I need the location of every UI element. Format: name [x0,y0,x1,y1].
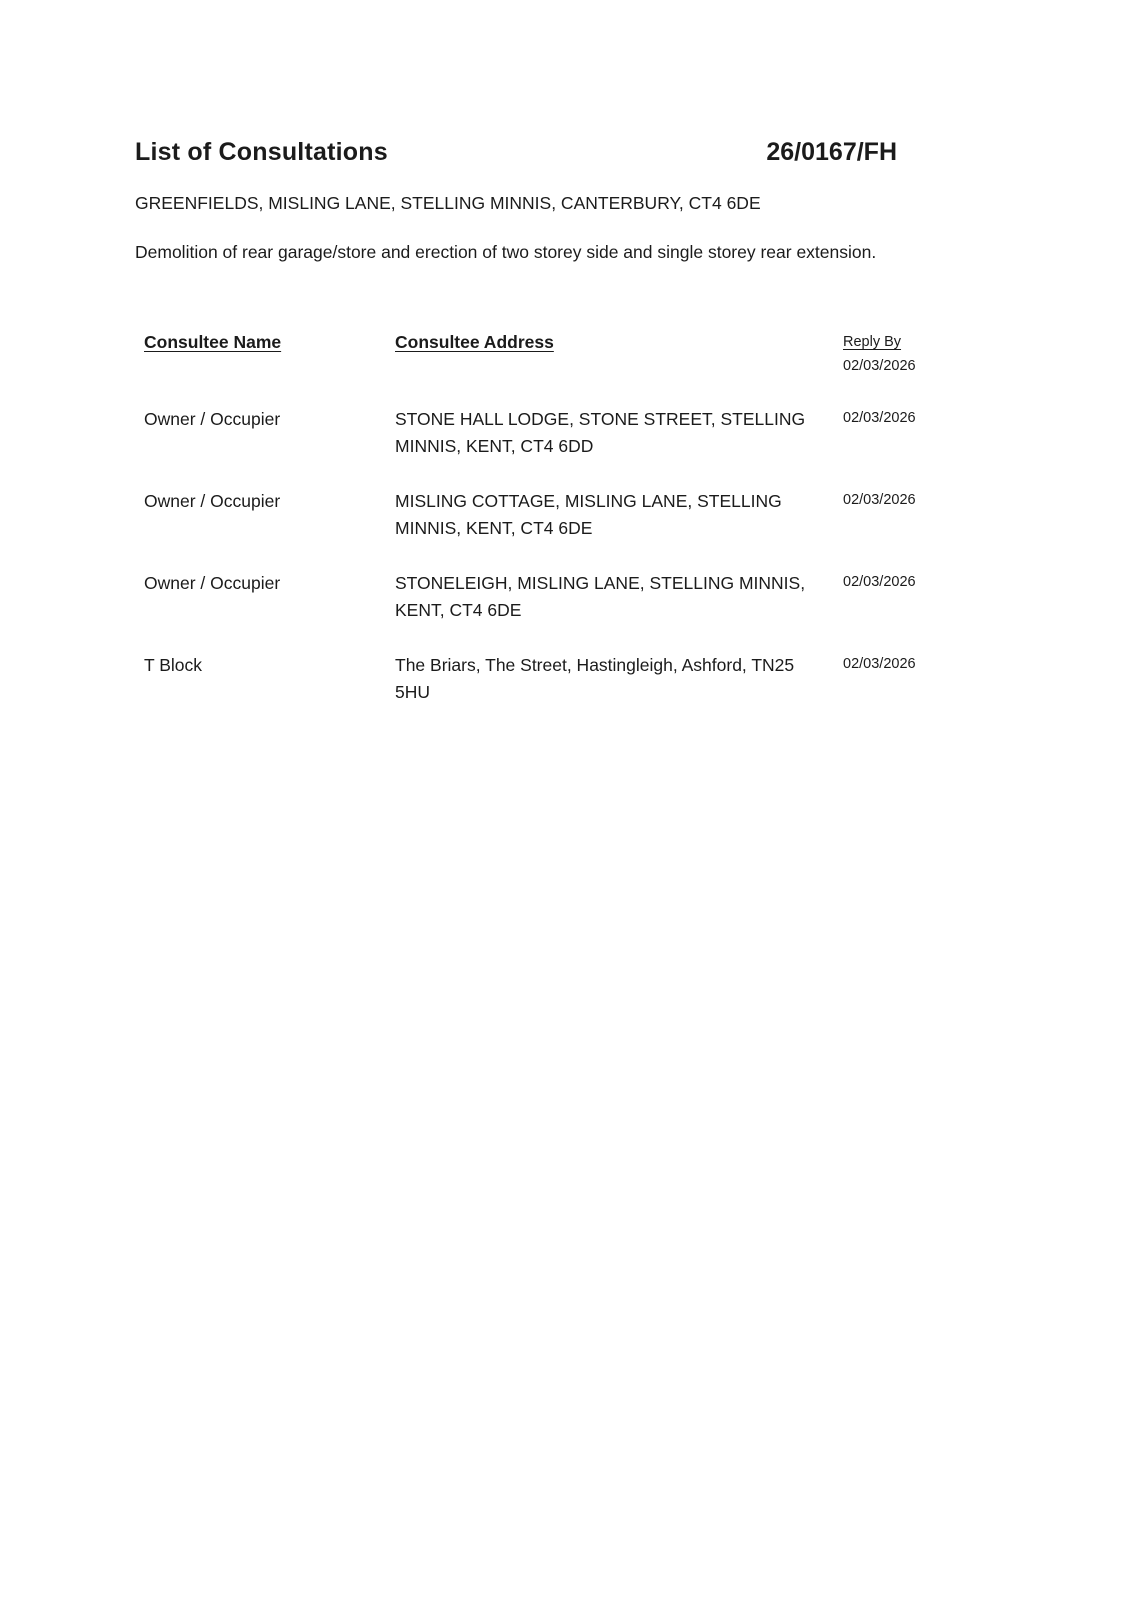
consultee-address: STONE HALL LODGE, STONE STREET, STELLING MINNIS, KENT, CT4 6DD [395,409,806,456]
document-header [135,138,897,167]
header-reply-by: Reply By [843,334,902,350]
header-reply-by-group [843,332,939,374]
table-row [144,570,939,624]
document-content [0,0,1132,706]
proposal-description: Demolition of rear garage/store and erection of two storey side and single storey rear extension. [135,241,877,262]
consultee-name: Owner / Occupier [144,491,281,511]
header-consultee-name: Consultee Name [144,332,282,352]
consultee-address: STONELEIGH, MISLING LANE, STELLING MINNIS, KENT, CT4 6DE [395,573,806,620]
header-reply-by-date: 02/03/2026 [843,358,916,374]
header-consultee-address: Consultee Address [395,332,554,352]
consultee-name: T Block [144,655,203,675]
site-address: GREENFIELDS, MISLING LANE, STELLING MINNIS, CANTERBURY, CT4 6DE [135,193,761,213]
reply-by-date: 02/03/2026 [843,656,916,672]
table-row [144,652,939,706]
table-row [144,488,939,542]
consultee-address: The Briars, The Street, Hastingleigh, Ashford, TN25 5HU [395,655,795,702]
application-reference: 26/0167/FH [766,138,897,166]
consultee-address: MISLING COTTAGE, MISLING LANE, STELLING MINNIS, KENT, CT4 6DE [395,491,782,538]
table-header-row [144,332,939,374]
reply-by-date: 02/03/2026 [843,574,916,590]
consultation-table [144,332,939,706]
consultee-name: Owner / Occupier [144,409,281,429]
consultee-name: Owner / Occupier [144,573,281,593]
page-title: List of Consultations [135,138,388,166]
table-row [144,406,939,460]
reply-by-date: 02/03/2026 [843,410,916,426]
reply-by-date: 02/03/2026 [843,492,916,508]
